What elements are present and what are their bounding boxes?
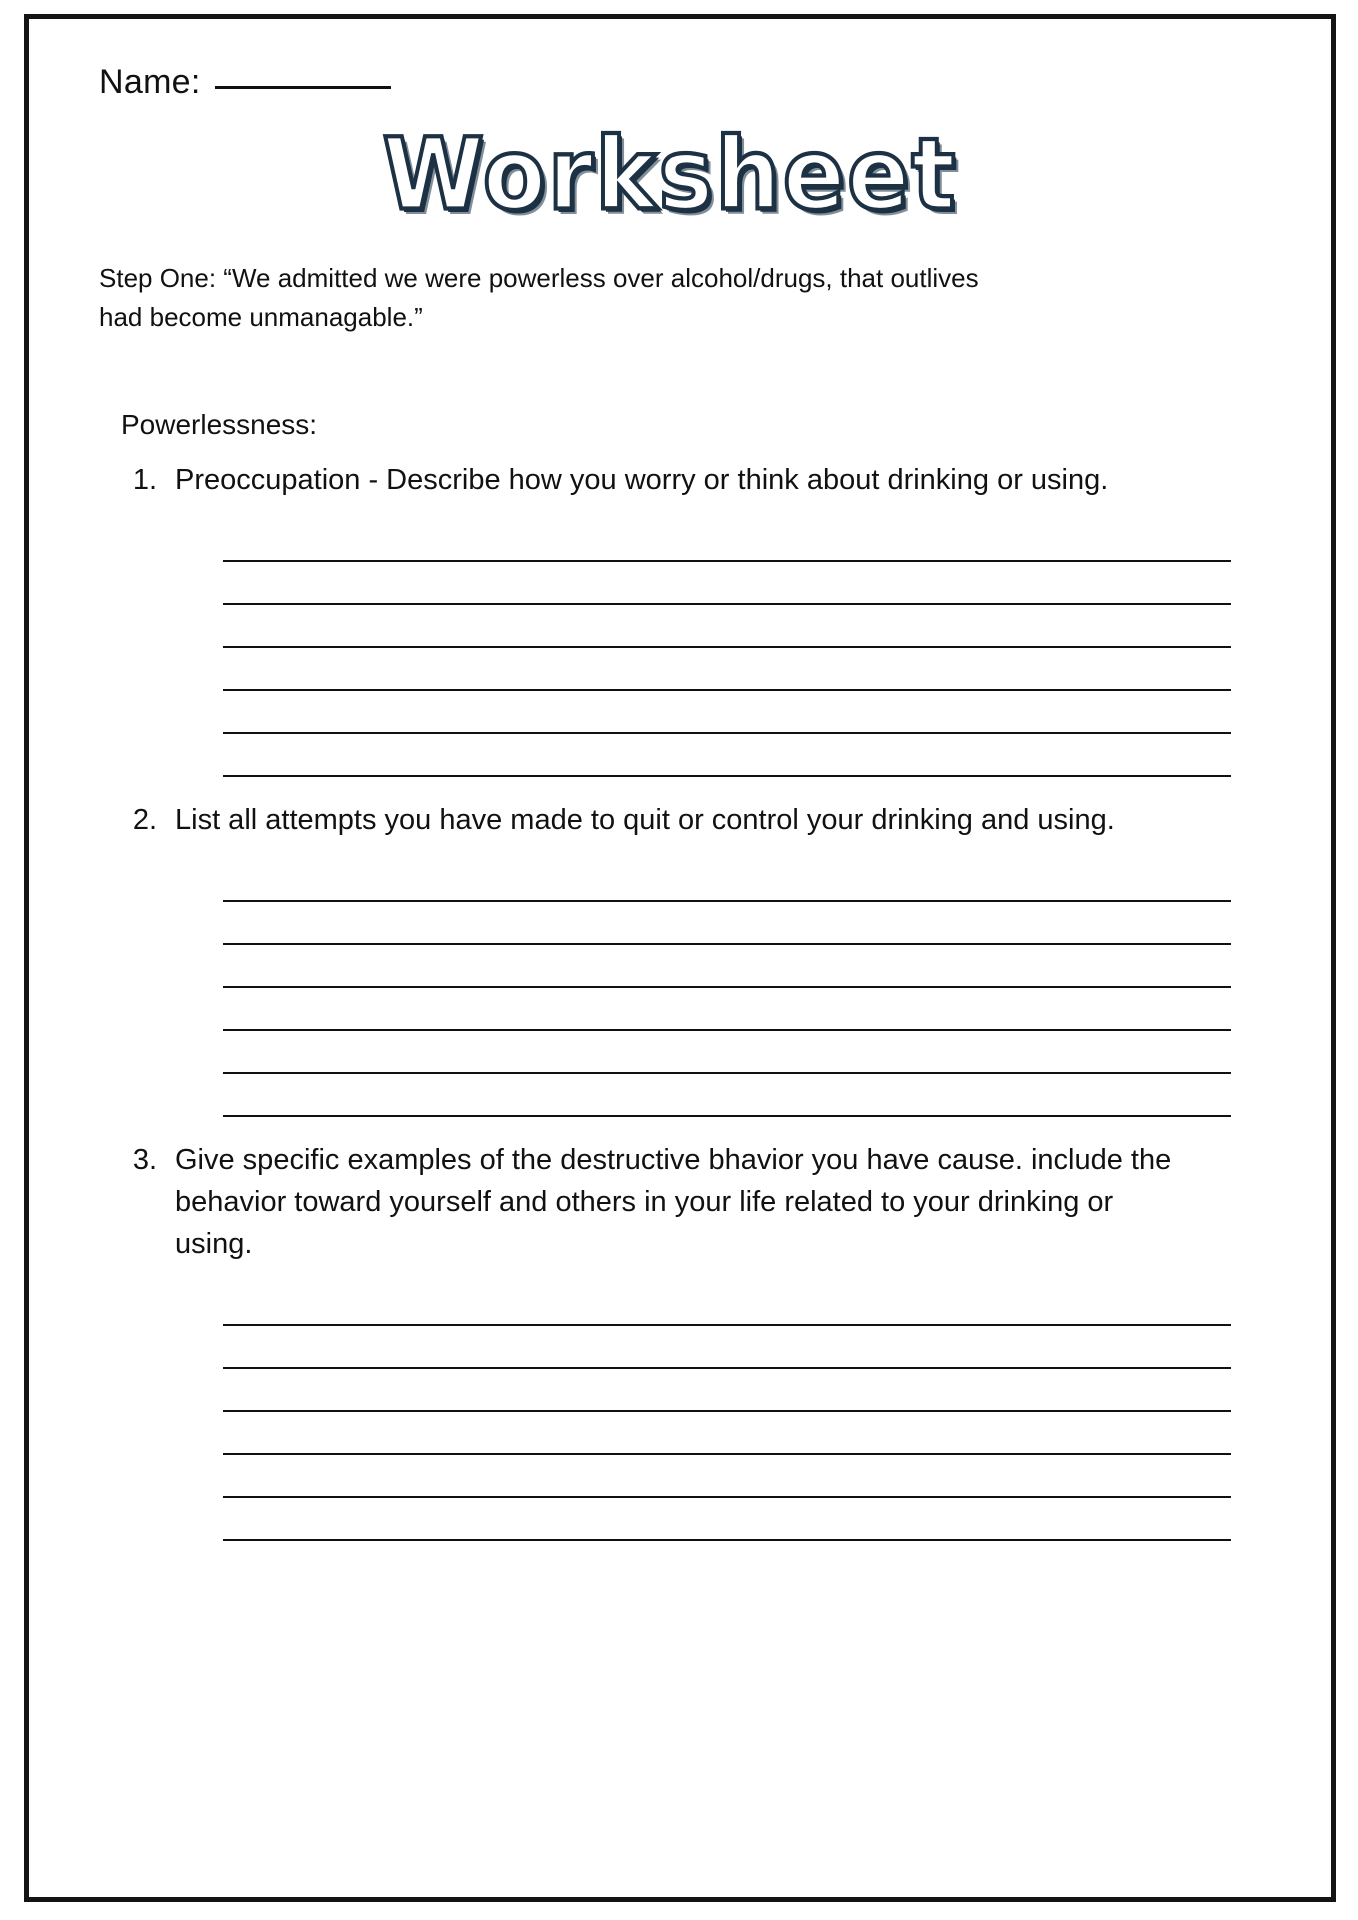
answer-line[interactable] [223, 1369, 1231, 1412]
question-text: List all attempts you have made to quit or control your drinking and using. [175, 804, 1115, 837]
answer-line[interactable] [223, 1498, 1231, 1541]
question-text: Give specific examples of the destructive bhavior you have cause. include the behavior toward yourself and others in your life related to your drinking or using. [175, 1144, 1172, 1261]
answer-line[interactable] [223, 648, 1231, 691]
question-text: Preoccupation - Describe how you worry or think about drinking or using. [175, 464, 1109, 497]
page-title-wrap [99, 116, 1271, 233]
question-item [121, 459, 1271, 501]
answer-line[interactable] [223, 945, 1231, 988]
question-item [121, 799, 1271, 841]
answer-line[interactable] [223, 1326, 1231, 1369]
answer-line[interactable] [223, 1031, 1231, 1074]
answer-line[interactable] [223, 1412, 1231, 1455]
question-block-3 [121, 1139, 1271, 1541]
question-number: 3. [132, 1144, 157, 1177]
question-number: 1. [132, 464, 157, 497]
answer-line[interactable] [223, 988, 1231, 1031]
name-input-blank[interactable] [215, 85, 391, 89]
question-block-2 [121, 799, 1271, 1117]
answer-line[interactable] [223, 1283, 1231, 1326]
section-heading-powerlessness: Powerlessness: [121, 409, 318, 441]
question-item [121, 1139, 1271, 1265]
answer-line[interactable] [223, 1455, 1231, 1498]
question-number: 2. [132, 804, 157, 837]
question-block-1 [121, 459, 1271, 777]
page-border-frame [24, 14, 1336, 1902]
answer-lines-3 [223, 1283, 1271, 1541]
name-field-row [99, 63, 1271, 102]
step-one-quote: Step One: “We admitted we were powerless over alcohol/drugs, that outlives had become unmanagable.” [99, 263, 979, 333]
worksheet-content [29, 19, 1331, 1897]
answer-line[interactable] [223, 519, 1231, 562]
answer-line[interactable] [223, 734, 1231, 777]
answer-lines-1 [223, 519, 1271, 777]
answer-line[interactable] [223, 859, 1231, 902]
answer-line[interactable] [223, 902, 1231, 945]
answer-lines-2 [223, 859, 1271, 1117]
question-list [121, 459, 1271, 1541]
answer-line[interactable] [223, 1074, 1231, 1117]
answer-line[interactable] [223, 605, 1231, 648]
page-title: Worksheet [382, 116, 958, 233]
name-label: Name: [99, 63, 201, 101]
answer-line[interactable] [223, 691, 1231, 734]
answer-line[interactable] [223, 562, 1231, 605]
